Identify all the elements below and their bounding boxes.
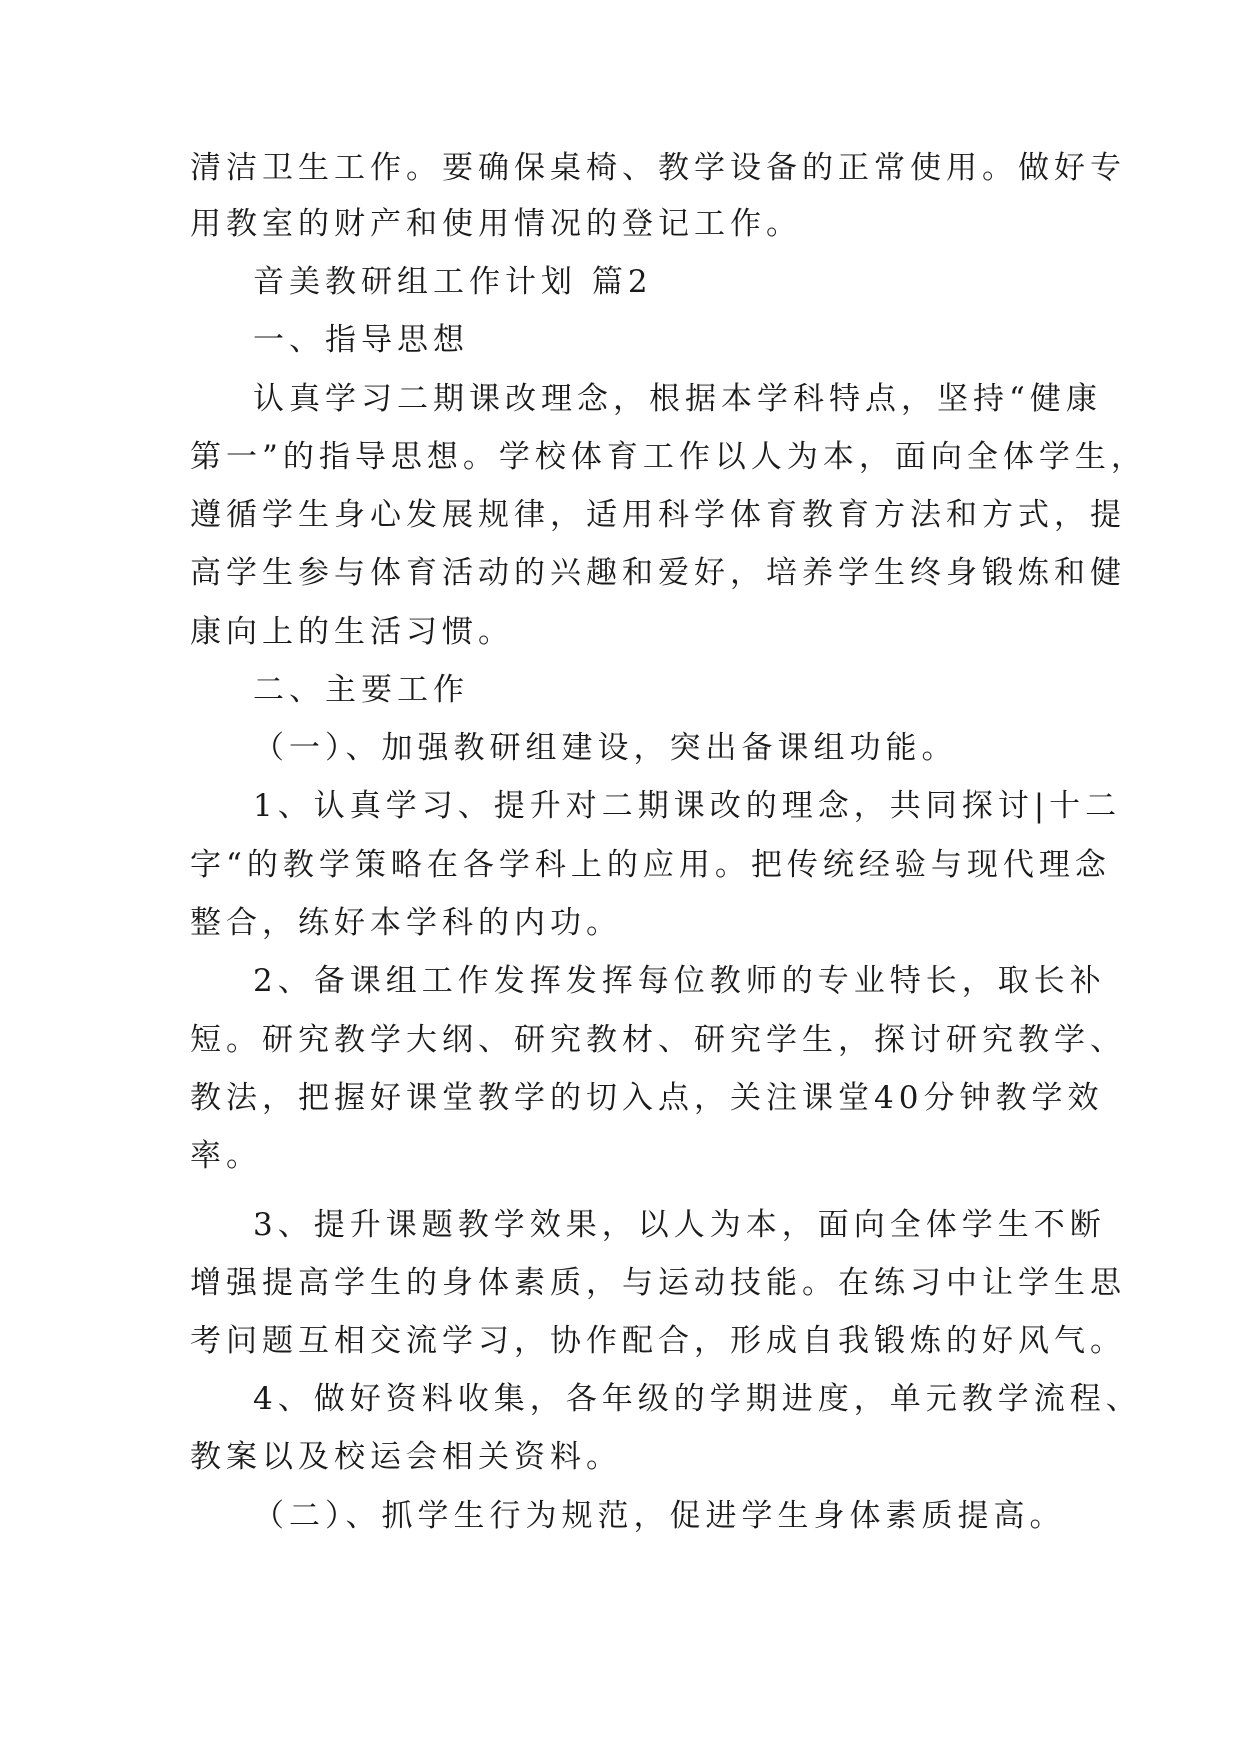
text-line: 考问题互相交流学习，协作配合，形成自我锻炼的好风气。	[190, 1323, 1126, 1359]
subsection-heading: （一）、加强教研组建设，突出备课组功能。	[253, 730, 958, 766]
text-line: 4、做好资料收集，各年级的学期进度，单元教学流程、	[253, 1381, 1142, 1417]
text-line: 率。	[190, 1138, 262, 1174]
text-line: 遵循学生身心发展规律，适用科学体育教育方法和方式，提	[190, 497, 1126, 533]
text-line: 用教室的财产和使用情况的登记工作。	[190, 206, 802, 242]
section-heading: 音美教研组工作计划 篇2	[253, 264, 653, 300]
text-line: 第一”的指导思想。学校体育工作以人为本，面向全体学生，	[190, 439, 1147, 475]
text-line: 清洁卫生工作。要确保桌椅、教学设备的正常使用。做好专	[190, 150, 1126, 186]
text-line: 2、备课组工作发挥发挥每位教师的专业特长，取长补	[253, 963, 1106, 999]
text-line: 高学生参与体育活动的兴趣和爱好，培养学生终身锻炼和健	[190, 555, 1126, 591]
text-line: 1、认真学习、提升对二期课改的理念，共同探讨|十二	[253, 788, 1122, 824]
text-line: 教法，把握好课堂教学的切入点，关注课堂40分钟教学效	[190, 1080, 1104, 1116]
text-line: 增强提高学生的身体素质，与运动技能。在练习中让学生思	[190, 1265, 1126, 1301]
text-line: 字“的教学策略在各学科上的应用。把传统经验与现代理念	[190, 847, 1111, 883]
subsection-heading: （二）、抓学生行为规范，促进学生身体素质提高。	[253, 1498, 1066, 1534]
text-line: 短。研究教学大纲、研究教材、研究学生，探讨研究教学、	[190, 1022, 1126, 1058]
text-line: 康向上的生活习惯。	[190, 614, 514, 650]
text-line: 3、提升课题教学效果，以人为本，面向全体学生不断	[253, 1207, 1106, 1243]
section-heading: 一、指导思想	[253, 322, 469, 358]
text-line: 整合，练好本学科的内功。	[190, 905, 622, 941]
text-line: 教案以及校运会相关资料。	[190, 1439, 622, 1475]
section-heading: 二、主要工作	[253, 672, 469, 708]
text-line: 认真学习二期课改理念，根据本学科特点，坚持“健康	[253, 381, 1102, 417]
